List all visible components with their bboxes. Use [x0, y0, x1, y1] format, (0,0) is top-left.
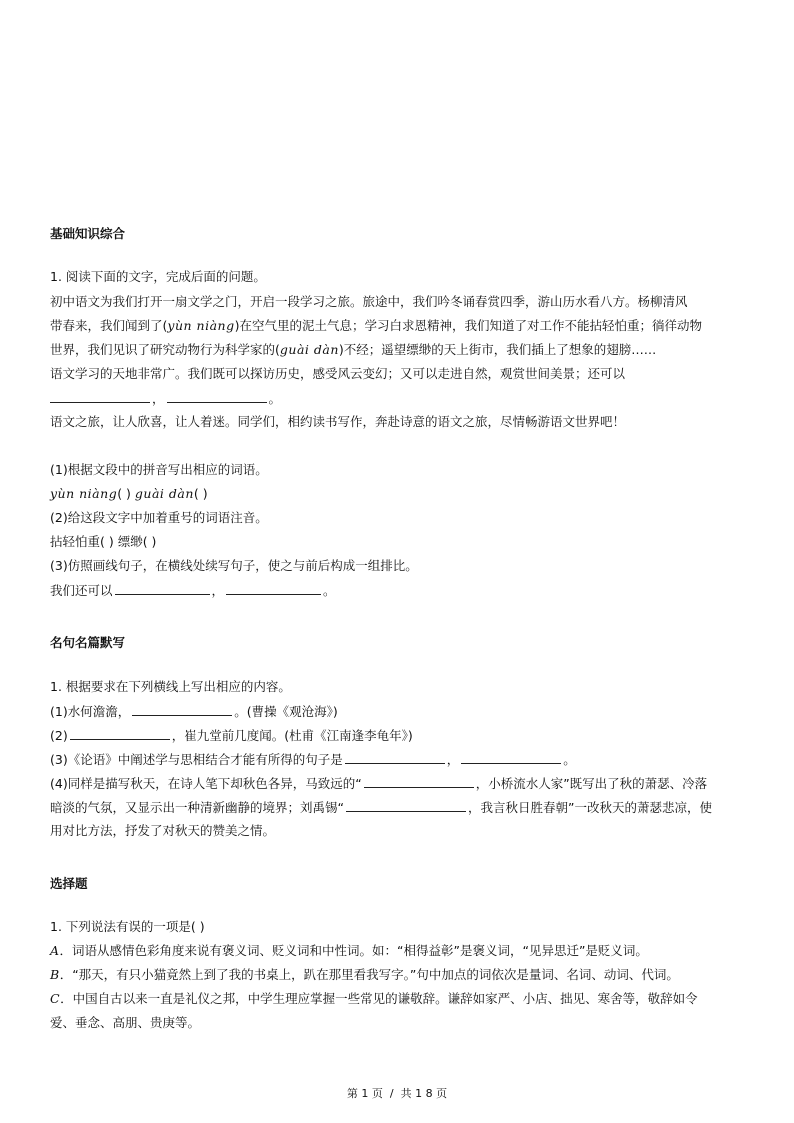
- option-label: B: [50, 967, 60, 982]
- punctuation: 。: [268, 391, 282, 406]
- pinyin-label: guài dàn: [134, 486, 194, 501]
- passage-text: )不经；遥望缥缈的天上街市，我们插上了想象的翅膀……: [338, 342, 657, 357]
- answer-paren[interactable]: ( ): [193, 486, 208, 501]
- recite-item-4-line-2: [50, 799, 712, 816]
- option-a[interactable]: [50, 943, 648, 959]
- passage-line-4: 语文学习的天地非常广。我们既可以探访历史，感受风云变幻；又可以走进自然，观赏世间美景；还可以: [50, 366, 626, 381]
- passage-text: 带春来，我们闻到了(: [50, 318, 168, 333]
- fill-blank[interactable]: [70, 727, 170, 740]
- question-number: 1.: [50, 919, 62, 934]
- prompt-text: 暗淡的气氛，又显示出一种清新幽静的境界；刘禹锡“: [50, 800, 344, 815]
- prompt-text: 我们还可以: [50, 583, 113, 598]
- prompt-text: ，崔九堂前几度闻。(杜甫《江南逢李龟年》): [171, 728, 413, 743]
- section-title-recite: 名句名篇默写: [50, 635, 126, 650]
- prompt-text: (1)水何澹澹，: [50, 704, 131, 719]
- recite-item-4-line-1: [50, 775, 707, 792]
- fill-blank[interactable]: [345, 751, 445, 764]
- sub-question-3: (3)仿照画线句子，在横线处续写句子，使之与前后构成一组排比。: [50, 558, 418, 573]
- passage-line-6: 语文之旅，让人欣喜，让人着迷。同学们，相约读书写作，奔赴诗意的语文之旅，尽情畅游语文世界吧！: [50, 414, 626, 429]
- question-text: 下列说法有误的一项是( ): [65, 919, 205, 934]
- fill-blank[interactable]: [226, 582, 321, 595]
- recite-item-1: [50, 703, 338, 720]
- recite-item-2: [50, 727, 413, 744]
- fill-blank[interactable]: [364, 775, 474, 788]
- prompt-text: ，我言秋日胜春朝”一改秋天的萧瑟悲凉，使: [467, 800, 712, 815]
- option-c-line-1[interactable]: [50, 991, 698, 1007]
- sub-question-3-answer-line: [50, 582, 336, 599]
- question-text: 根据要求在下列横线上写出相应的内容。: [65, 679, 291, 694]
- prompt-text: ，小桥流水人家”既写出了秋的萧瑟、冷落: [475, 776, 708, 791]
- punctuation: ，: [152, 391, 165, 406]
- prompt-text: (2): [50, 728, 68, 743]
- section-title-choice: 选择题: [50, 876, 88, 891]
- sub-question-1-answer-line: [50, 486, 208, 502]
- answer-paren[interactable]: ( ): [117, 486, 131, 501]
- passage-line-1: 初中语文为我们打开一扇文学之门，开启一段学习之旅。旅途中，我们吟冬诵春赏四季，游山历水看八方。杨柳清风: [50, 294, 688, 309]
- option-b[interactable]: [50, 967, 679, 983]
- fill-blank[interactable]: [461, 751, 561, 764]
- punctuation: ，: [211, 583, 225, 598]
- option-text: ．“那天，有只小猫竟然上到了我的书桌上，趴在那里看我写字。”句中加点的词依次是量词、名词、动词、代词。: [59, 967, 679, 982]
- fill-blank[interactable]: [346, 799, 466, 812]
- fill-blank[interactable]: [167, 390, 267, 403]
- pinyin-guaidan: guài dàn: [279, 342, 339, 357]
- recite-item-3: [50, 751, 576, 768]
- question-number: 1.: [50, 269, 62, 284]
- prompt-text: (4)同样是描写秋天，在诗人笔下却秋色各异，马致远的“: [50, 776, 362, 791]
- fill-blank[interactable]: [132, 703, 232, 716]
- punctuation: 。: [323, 583, 336, 598]
- pinyin-label: yùn niàng: [50, 486, 118, 501]
- pinyin-yunniang: yùn niàng: [167, 318, 235, 333]
- question-1-intro: [50, 269, 266, 285]
- passage-text: 世界，我们见识了研究动物行为科学家的(: [50, 342, 280, 357]
- passage-line-3: [50, 342, 656, 358]
- punctuation: 。: [563, 752, 576, 767]
- option-c-line-2: 爱、垂念、高朋、贵庚等。: [50, 1015, 201, 1030]
- question-text: 阅读下面的文字，完成后面的问题。: [65, 269, 266, 284]
- question-number: 1.: [50, 679, 62, 694]
- question-1-intro: [50, 919, 205, 935]
- fill-blank[interactable]: [50, 390, 150, 403]
- option-label: C: [50, 991, 61, 1006]
- sub-question-2-answer-line: 拈轻怕重( ) 缥缈( ): [50, 534, 157, 549]
- punctuation: ，: [446, 752, 460, 767]
- question-1-intro: [50, 679, 291, 695]
- fill-blank[interactable]: [115, 582, 210, 595]
- sub-question-1: (1)根据文段中的拼音写出相应的词语。: [50, 462, 268, 477]
- recite-item-4-line-3: 用对比方法，抒发了对秋天的赞美之情。: [50, 823, 276, 838]
- option-text: ．中国自古以来一直是礼仪之邦，中学生理应掌握一些常见的谦敬辞。谦辞如家严、小店、拙见、寒舍等，敬辞如令: [60, 991, 698, 1006]
- passage-text: )在空气里的泥土气息；学习白求恩精神，我们知道了对工作不能拈轻怕重；徜徉动物: [234, 318, 702, 333]
- page-footer: 第 1 页 / 共 1 8 页: [346, 1087, 448, 1100]
- prompt-text: (3)《论语》中阐述学与思相结合才能有所得的句子是: [50, 752, 343, 767]
- passage-line-5: [50, 390, 281, 407]
- sub-question-2: (2)给这段文字中加着重号的词语注音。: [50, 510, 268, 525]
- option-label: A: [50, 943, 60, 958]
- section-title-basic: 基础知识综合: [50, 226, 126, 241]
- prompt-text: 。(曹操《观沧海》): [234, 704, 338, 719]
- passage-line-2: [50, 318, 702, 334]
- option-text: ．词语从感情色彩角度来说有褒义词、贬义词和中性词。如：“相得益彰”是褒义词，“见异思迁”是贬义词。: [59, 943, 648, 958]
